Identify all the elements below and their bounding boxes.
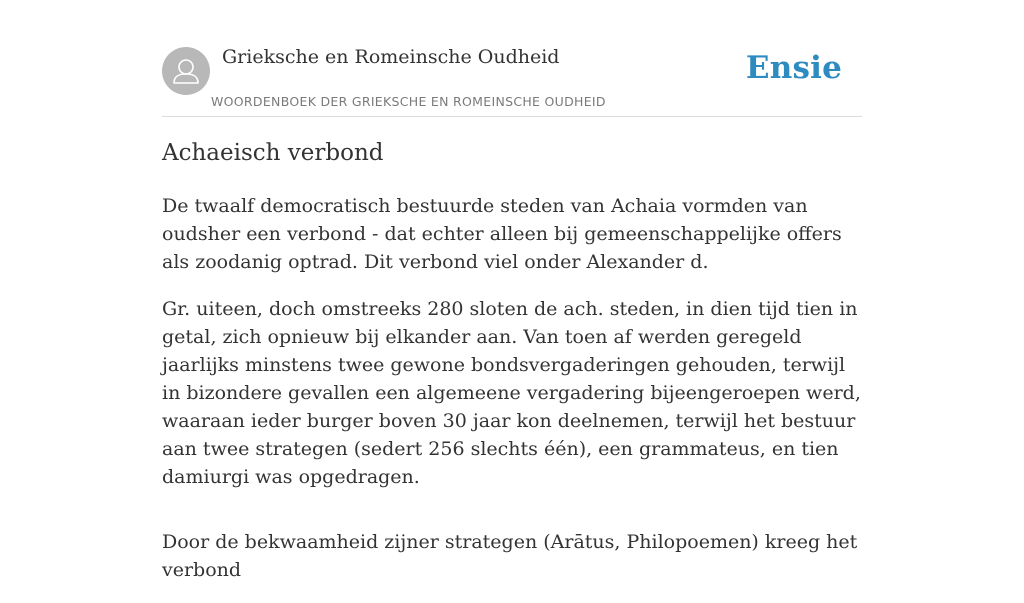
article-paragraph: Gr. uiteen, doch omstreeks 280 sloten de ach. steden, in dien tijd tien in getal, zich opnieuw bij elkander aan. Van toen af werden geregeld jaarlijks minstens twee gewone bondsvergaderingen gehouden, terwijl in bizondere gevallen een algemeene vergadering bijeengeroepen werd, waaraan ieder burger boven 30 jaar kon deelnemen, terwijl het bestuur aan twee strategen (sedert 256 slechts één), een grammateus, en tien damiurgi was opgedragen. bbox=[162, 298, 861, 488]
article-paragraph: De twaalf democratisch bestuurde steden van Achaia vormden van oudsher een verbond - dat echter alleen bij gemeenschappelijke offers als zoodanig optrad. Dit verbond viel onder Alexander d. bbox=[162, 195, 842, 273]
source-header bbox=[162, 0, 862, 117]
article-paragraph: Door de bekwaamheid zijner strategen (Arātus, Philopoemen) kreeg het verbond bbox=[162, 531, 858, 581]
source-title[interactable]: Grieksche en Romeinsche Oudheid bbox=[222, 46, 560, 68]
source-avatar[interactable] bbox=[162, 47, 210, 95]
user-icon bbox=[162, 47, 210, 95]
source-subtitle[interactable]: WOORDENBOEK DER GRIEKSCHE EN ROMEINSCHE OUDHEID bbox=[211, 94, 606, 109]
article-title: Achaeisch verbond bbox=[162, 140, 384, 166]
page-container bbox=[162, 0, 862, 581]
brand-logo[interactable]: Ensie bbox=[745, 50, 842, 86]
article-body bbox=[162, 192, 862, 603]
